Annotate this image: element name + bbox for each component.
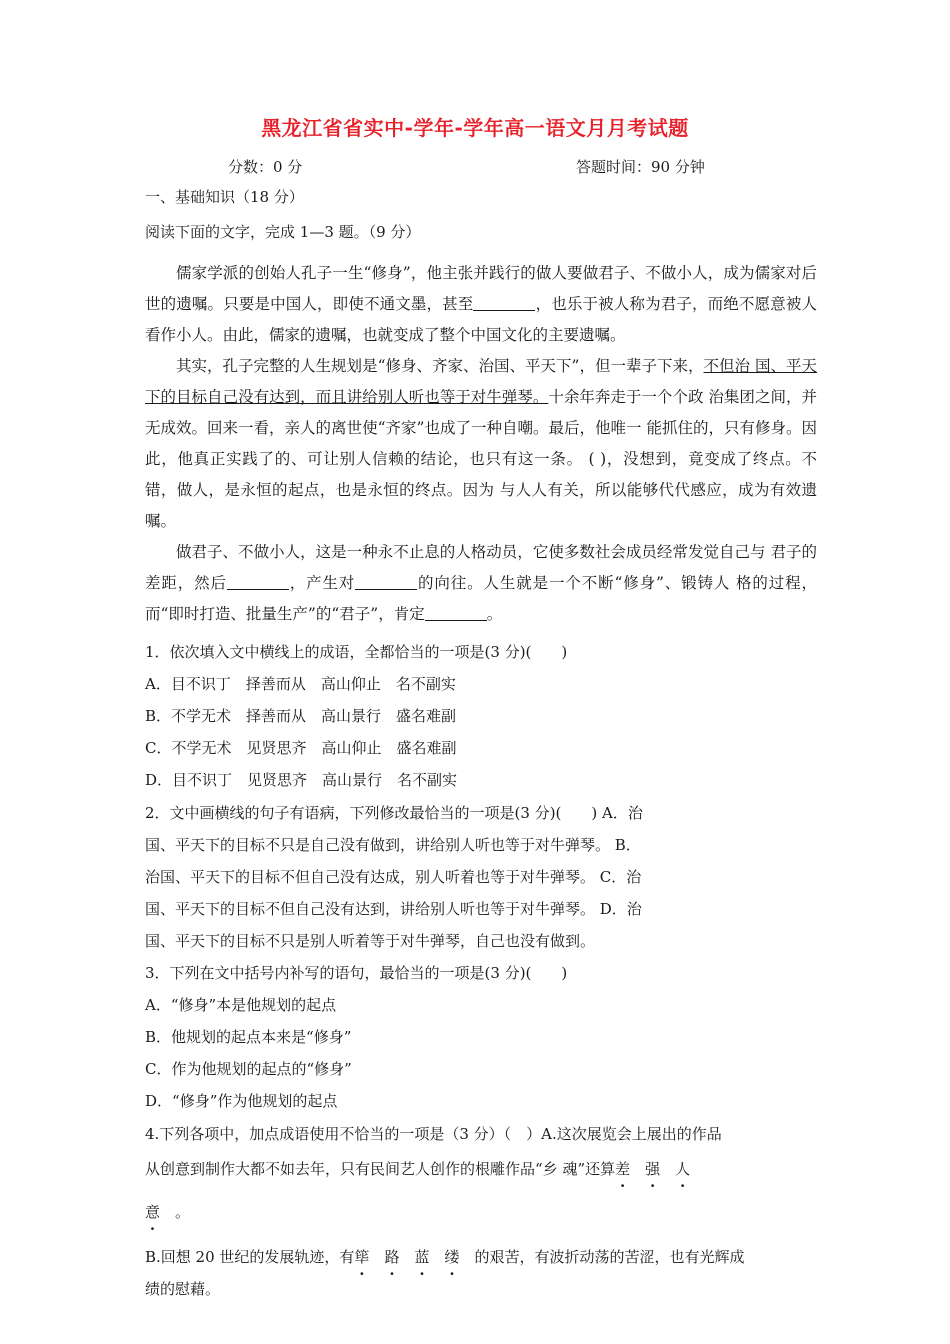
question-3-option-b: B．他规划的起点本来是“修身” [145, 1028, 352, 1046]
passage-paragraph-2: 其实，孔子完整的人生规划是“修身、齐家、治国、平天下”，但一辈子下来，不但治 国、平天下的目标自己没有达到，而且讲给别人听也等于对牛弹琴。十余年奔走于一个个政 治集团之间，并无成效。回来一看，亲人的离世使“齐家”也成了一种自嘲。最后，他唯一 能抓住的，只有修身。因此，他真正实践了的、可让别人信赖的结论，也只有这一条。 ( )，没想到，竟变成了终点。不错，做人，是永恒的起点，也是永恒的终点。因为 与人人有关，所以能够代代感应，成为有效遗嘱。 [145, 357, 817, 530]
section-heading: 一、基础知识（18 分） [145, 188, 304, 206]
dotted-char: 意 [145, 1203, 161, 1221]
question-1-option-b: B．不学无术 择善而从 高山景行 盛名难副 [145, 707, 457, 725]
time-label: 答题时间：90 分钟 [576, 158, 705, 176]
question-3-option-a: A．“修身”本是他规划的起点 [145, 996, 337, 1014]
question-3-option-d: D．“修身”作为他规划的起点 [145, 1092, 338, 1110]
question-2-line-4: 国、平天下的目标不但自己没有达到，讲给别人听也等于对牛弹琴。 D．治 [145, 900, 642, 918]
question-1-option-c: C．不学无术 见贤思齐 高山仰止 盛名难副 [145, 739, 457, 757]
score-label: 分数：0 分 [228, 158, 303, 176]
section-intro: 阅读下面的文字，完成 1—3 题。（9 分） [145, 223, 421, 241]
question-4-line-2: 从创意到制作大都不如去年，只有民间艺人创作的根雕作品“乡 魂”还算差 强 人 [145, 1160, 691, 1178]
fill-blank [227, 573, 289, 590]
question-1-option-d: D．目不识丁 见贤思齐 高山景行 名不副实 [145, 771, 458, 789]
dotted-char: 差 [615, 1160, 631, 1178]
question-2-line-1: 2．文中画横线的句子有语病，下列修改最恰当的一项是(3 分)( ) A．治 [145, 804, 643, 822]
question-4-line-1: 4.下列各项中，加点成语使用不恰当的一项是（3 分）（ ）A.这次展览会上展出的作品 [145, 1125, 722, 1143]
question-4-line-3: 意 。 [145, 1203, 191, 1221]
passage-paragraph-1: 儒家学派的创始人孔子一生“修身”，他主张并践行的做人要做君子、不做小人，成为儒家对后世的遗嘱。只要是中国人，即使不通文墨，甚至 ，也乐于被人称为君子，而绝不愿意被人看作小人。由此，儒家的遗嘱，也就变成了整个中国文化的主要遗嘱。 [145, 264, 817, 344]
question-4-option-b-line-1: B.回想 20 世纪的发展轨迹，有筚 路 蓝 缕 的艰苦，有波折动荡的苦涩，也有光辉成 [145, 1248, 745, 1266]
reading-passage [145, 258, 817, 630]
fill-blank [355, 573, 417, 590]
question-3-stem: 3．下列在文中括号内补写的语句，最恰当的一项是(3 分)( ) [145, 964, 568, 982]
passage-paragraph-3: 做君子、不做小人，这是一种永不止息的人格动员，它使多数社会成员经常发觉自己与 君子的差距，然后 ，产生对 的向往。人生就是一个不断“修身”、锻铸人 格的过程，而“即时打造、批量生产”的“君子”，肯定 。 [145, 543, 817, 623]
question-3-option-c: C．作为他规划的起点的“修身” [145, 1060, 352, 1078]
question-1-option-a: A．目不识丁 择善而从 高山仰止 名不副实 [145, 675, 456, 693]
dotted-char: 蓝 [414, 1248, 430, 1266]
question-2-line-3: 治国、平天下的目标不但自己没有达成，别人听着也等于对牛弹琴。 C．治 [145, 868, 642, 886]
dotted-char: 路 [384, 1248, 400, 1266]
underlined-sentence: 不但治 国、平天下的目标自己没有达到，而且讲给别人听也等于对牛弹琴。 [145, 357, 817, 406]
question-2-line-2: 国、平天下的目标不只是自己没有做到，讲给别人听也等于对牛弹琴。 B． [145, 836, 641, 854]
fill-blank [473, 294, 535, 311]
fill-blank [425, 604, 487, 621]
dotted-char: 缕 [444, 1248, 460, 1266]
dotted-char: 人 [675, 1160, 691, 1178]
dotted-char: 筚 [354, 1248, 370, 1266]
dotted-char: 强 [645, 1160, 661, 1178]
page-title: 黑龙江省省实中-学年-学年高一语文月月考试题 [261, 116, 689, 140]
question-4-option-b-line-2: 绩的慰藉。 [145, 1280, 221, 1298]
question-1-stem: 1．依次填入文中横线上的成语，全都恰当的一项是(3 分)( ) [145, 643, 568, 661]
question-2-line-5: 国、平天下的目标不只是别人听着等于对牛弹琴，自己也没有做到。 [145, 932, 596, 950]
